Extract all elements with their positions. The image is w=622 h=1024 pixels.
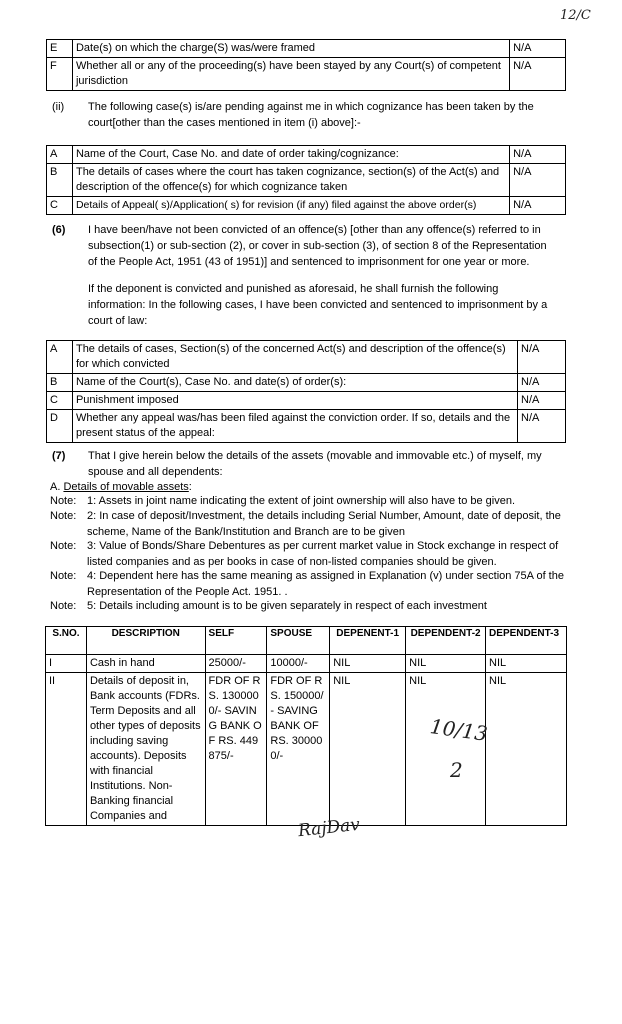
handwritten-date-note: 10/13: [428, 714, 490, 746]
cell-spouse: 10000/-: [267, 655, 330, 673]
handwritten-number-note: 2: [450, 758, 463, 782]
row-value: N/A: [510, 146, 566, 164]
note-label: Note:: [50, 570, 77, 582]
cell-spouse: FDR OF RS. 150000/- SAVING BANK OF RS. 300000/-: [267, 673, 330, 826]
row-label: E: [47, 40, 73, 58]
row-text: Details of Appeal( s)/Application( s) for revision (if any) filed against the above order(s): [72, 197, 509, 215]
cell-dependent-1: NIL: [330, 655, 406, 673]
table-row: [47, 40, 566, 58]
table-row: [47, 197, 566, 215]
note-text: 3: Value of Bonds/Share Debentures as per current market value in Stock exchange in respect of listed companies and as per books in case of non-listed companies should be given.: [87, 540, 559, 568]
row-label: C: [47, 197, 73, 215]
table-row: [46, 655, 567, 673]
cell-sno: I: [46, 655, 87, 673]
cell-description: Cash in hand: [86, 655, 205, 673]
cell-description: Details of deposit in, Bank accounts (FDRs. Term Deposits and all other types of deposits including saving accounts). Deposits with financial Institutions. Non-Banking financial Companies and: [86, 673, 205, 826]
table-row: [47, 146, 566, 164]
section-7-number: (7): [52, 450, 66, 462]
header-dependent-3: DEPENDENT-3: [486, 627, 567, 655]
row-value: N/A: [510, 197, 566, 215]
table-row: [47, 392, 566, 410]
row-label: B: [47, 374, 73, 392]
cell-self: 25000/-: [205, 655, 267, 673]
note-text: 1: Assets in joint name indicating the extent of joint ownership will also have to be given.: [87, 495, 516, 507]
row-label: A: [47, 146, 73, 164]
note-label: Note:: [50, 540, 77, 552]
section-6-para2: If the deponent is convicted and punished as aforesaid, he shall furnish the following information: In the following cases, I have been convicted and sentenced to imprisonment by a court of law:: [88, 283, 548, 327]
row-text: Whether any appeal was/has been filed against the conviction order. If so, details and the present status of the appeal:: [72, 410, 517, 443]
table-row: [47, 164, 566, 197]
row-value: N/A: [518, 392, 566, 410]
table-6: [46, 340, 566, 443]
row-label: C: [47, 392, 73, 410]
row-value: N/A: [518, 410, 566, 443]
table-row: [47, 410, 566, 443]
section-ii-text: The following case(s) is/are pending against me in which cognizance has been taken by the court[other than the cases mentioned in item (i) above]:-: [88, 101, 534, 129]
cell-dependent-3: NIL: [486, 655, 567, 673]
row-text: Punishment imposed: [72, 392, 517, 410]
cell-self: FDR OF RS. 1300000/- SAVING BANK OF RS. 449875/-: [205, 673, 267, 826]
row-text: Whether all or any of the proceeding(s) have been stayed by any Court(s) of competent jurisdiction: [72, 58, 509, 91]
cell-dependent-2: NIL: [406, 655, 486, 673]
table-row: [47, 374, 566, 392]
table-row: [47, 58, 566, 91]
note-text: 4: Dependent here has the same meaning as assigned in Explanation (v) under section 75A of the Representation of the People Act. 1951. .: [87, 570, 564, 598]
note-label: Note:: [50, 495, 77, 507]
cell-dependent-3: NIL: [486, 673, 567, 826]
table-header-row: [46, 627, 567, 655]
header-spouse: SPOUSE: [267, 627, 330, 655]
signature: RajDav: [297, 814, 361, 842]
cell-sno: II: [46, 673, 87, 826]
row-label: F: [47, 58, 73, 91]
row-label: A: [47, 341, 73, 374]
table-top: [46, 39, 566, 91]
row-value: N/A: [518, 341, 566, 374]
row-text: The details of cases, Section(s) of the concerned Act(s) and description of the offence(s) for which convicted: [72, 341, 517, 374]
table-ii: [46, 145, 566, 215]
section-7-text: That I give herein below the details of the assets (movable and immovable etc.) of myself, my spouse and all dependents:: [88, 450, 542, 478]
row-value: N/A: [510, 164, 566, 197]
header-self: SELF: [205, 627, 267, 655]
row-text: Date(s) on which the charge(S) was/were framed: [72, 40, 509, 58]
note-text: 5: Details including amount is to be given separately in respect of each investment: [87, 600, 487, 612]
header-dependent-1: DEPENENT-1: [330, 627, 406, 655]
section-6-number: (6): [52, 224, 66, 236]
row-text: Name of the Court, Case No. and date of order taking/cognizance:: [72, 146, 509, 164]
table-row: [46, 673, 567, 826]
subhead-text: Details of movable assets: [63, 481, 189, 493]
header-description: DESCRIPTION: [86, 627, 205, 655]
header-sno: S.NO.: [46, 627, 87, 655]
note-label: Note:: [50, 600, 77, 612]
assets-table: [45, 626, 567, 826]
row-value: N/A: [510, 58, 566, 91]
header-dependent-2: DEPENDENT-2: [406, 627, 486, 655]
row-label: B: [47, 164, 73, 197]
note-text: 2: In case of deposit/Investment, the details including Serial Number, Amount, date of deposit, the scheme, Name of the Bank/Institution and Branch are to be given: [87, 510, 561, 538]
subhead-prefix: A.: [50, 481, 64, 493]
row-value: N/A: [518, 374, 566, 392]
page-mark: 12/C: [560, 8, 591, 23]
note-label: Note:: [50, 510, 77, 522]
section-6-para1: I have been/have not been convicted of an offence(s) [other than any offence(s) referred to in subsection(1) or sub-section (2), or cover in sub-section (3), of section 8 of the Representation of the People Act, 1951 (43 of 1951)] and sentenced to imprisonment for one year or more.: [88, 224, 547, 268]
cell-dependent-2: NIL: [406, 673, 486, 826]
cell-dependent-1: NIL: [330, 673, 406, 826]
section-ii-number: (ii): [52, 101, 65, 113]
subhead-suffix: :: [188, 481, 192, 493]
row-text: Name of the Court(s), Case No. and date(s) of order(s):: [72, 374, 517, 392]
row-value: N/A: [510, 40, 566, 58]
table-row: [47, 341, 566, 374]
row-label: D: [47, 410, 73, 443]
row-text: The details of cases where the court has taken cognizance, section(s) of the Act(s) and description of the offence(s) for which cognizance taken: [72, 164, 509, 197]
